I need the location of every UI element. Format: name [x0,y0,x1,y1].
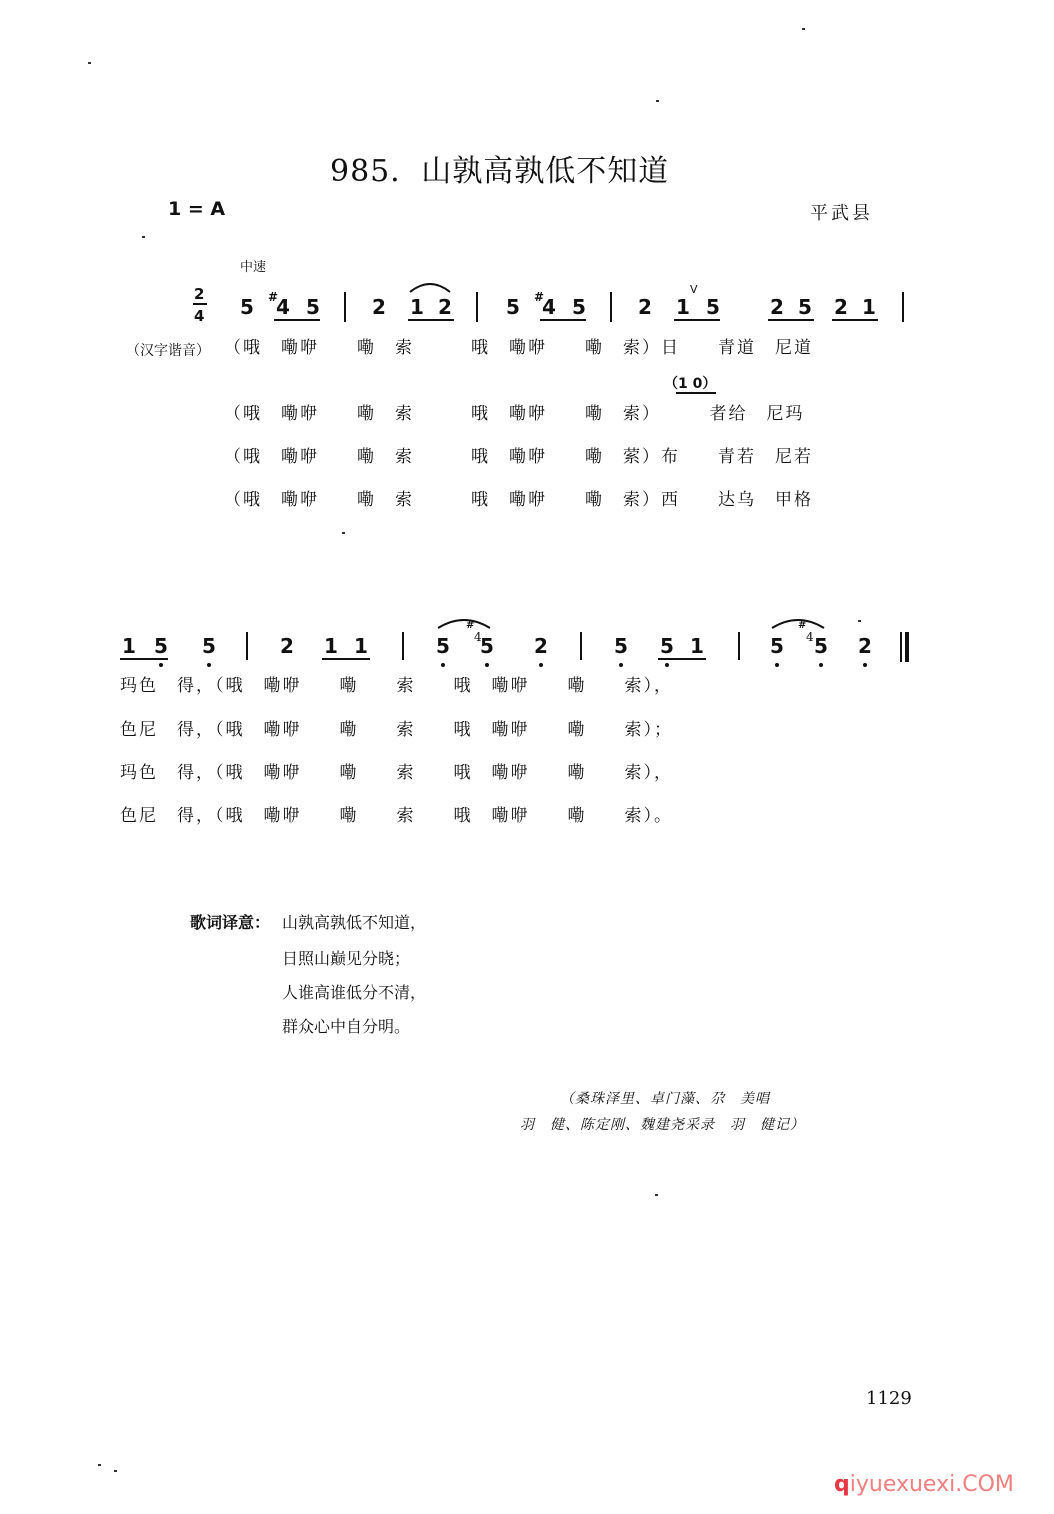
grace-note-mark: 4 [474,630,482,644]
note: 2 [858,634,872,658]
note: 2 [834,295,848,319]
bar-line [580,632,582,660]
low-octave-dot [159,663,163,667]
final-bar-line-thick [905,632,909,662]
note: 1 [354,634,368,658]
sharp-sign: # [798,620,807,631]
low-octave-dot [665,663,669,667]
scan-speck [88,62,91,64]
note: 5 [614,634,628,658]
note: 1 [324,634,338,658]
note: 5 [814,634,828,658]
note: 5 [572,295,586,319]
note: 1 [676,295,690,319]
lyric-line: 玛色 得，（哦 嘞咿 嘞 索 哦 嘞咿 嘞 索）， [120,763,673,783]
bar-line [344,292,346,322]
bar-line [402,632,404,660]
lyric-line: （哦 嘞咿 嘞 索 哦 嘞咿 嘞 索）日 青道 尼道 [224,338,813,358]
site-watermark [834,1472,1014,1497]
beam-underline [322,658,370,660]
translation-line: 群众心中自分明。 [282,1017,411,1036]
lyric-line: 色尼 得，（哦 嘞咿 嘞 索 哦 嘞咿 嘞 索）。 [120,806,673,826]
collector-credit: 羽 健、陈定刚、魏建尧采录 羽 健记） [520,1117,805,1133]
low-octave-dot [441,663,445,667]
low-octave-dot [775,663,779,667]
bar-line [902,292,904,322]
slur-mark [436,614,492,630]
note: 2 [372,295,386,319]
sharp-sign: # [466,620,475,631]
note: 2 [280,634,294,658]
translation-line: 日照山巅见分晓； [282,949,411,968]
low-octave-dot [619,663,623,667]
note: 5 [798,295,812,319]
time-signature-bottom: 4 [194,307,205,325]
watermark-text: iyuexuexi.COM [849,1472,1014,1497]
beam-underline [658,658,706,660]
time-signature-line [193,303,207,305]
note: 2 [534,634,548,658]
beam-underline [540,319,586,321]
note: 4 [276,295,290,319]
breath-mark: V [690,283,698,296]
beam-underline [408,319,454,321]
note: 1 [690,634,704,658]
final-bar-line-thin [900,632,902,662]
lyric-line: 玛色 得，（哦 嘞咿 嘞 索 哦 嘞咿 嘞 索）， [120,676,673,696]
lyric-line: （哦 嘞咿 嘞 索 哦 嘞咿 嘞 索）西 达乌 甲格 [224,490,813,510]
note: 2 [770,295,784,319]
low-octave-dot [863,663,867,667]
time-signature-top: 2 [194,285,205,303]
translation-line: 人谁高谁低分不清， [282,983,427,1002]
lyric-line: （哦 嘞咿 嘞 索 哦 嘞咿 嘞 萦）布 青若 尼若 [224,447,813,467]
scan-speck [655,1194,658,1196]
sharp-sign: # [268,290,279,304]
translation-line: 山孰高孰低不知道， [282,913,427,932]
beam-underline [274,319,320,321]
scan-speck [114,1470,117,1472]
low-octave-dot [207,663,211,667]
scan-speck [342,532,345,534]
note: 1 [410,295,424,319]
scan-speck [656,100,659,102]
low-octave-dot [539,663,543,667]
note: 5 [770,634,784,658]
note: 4 [542,295,556,319]
slur-mark [408,278,452,294]
beam-underline [768,319,814,321]
lyric-line: （哦 嘞咿 嘞 索 哦 嘞咿 嘞 索） 者给 尼玛 [224,404,805,424]
sharp-sign: # [534,290,545,304]
beam-underline [832,319,878,321]
scan-speck [802,28,805,30]
tempo-marking: 中速 [240,260,267,275]
note: 5 [306,295,320,319]
scan-speck [98,1464,101,1466]
song-title: 985．山孰高孰低不知道 [330,154,670,189]
note: 2 [638,295,652,319]
low-octave-dot [819,663,823,667]
watermark-logo-q: q [834,1472,850,1497]
performer-credit: （桑珠泽里、卓门藻、尕 美唱 [560,1091,770,1107]
note: 5 [202,634,216,658]
page-number: 1129 [866,1388,912,1409]
beam-underline [676,392,716,394]
note: 5 [660,634,674,658]
bar-line [610,292,612,322]
variant-notes: （1 0） [664,376,717,392]
lyric-line: 色尼 得，（哦 嘞咿 嘞 索 哦 嘞咿 嘞 索）； [120,720,673,740]
scan-speck [142,236,145,238]
scan-speck [858,620,861,622]
beam-underline [674,319,720,321]
note: 1 [122,634,136,658]
beam-underline [120,658,168,660]
key-signature: 1 = A [168,198,226,220]
note: 5 [506,295,520,319]
note: 5 [240,295,254,319]
grace-note-mark: 4 [806,630,814,644]
note: 5 [154,634,168,658]
note: 1 [862,295,876,319]
note: 5 [706,295,720,319]
note: 5 [436,634,450,658]
low-octave-dot [485,663,489,667]
note: 2 [438,295,452,319]
bar-line [738,632,740,660]
translation-label: 歌词译意： [190,913,271,932]
lyric-row-label: （汉字谐音） [126,343,210,359]
region-label: 平武县 [810,203,873,224]
bar-line [246,632,248,660]
bar-line [476,292,478,322]
slur-mark [770,614,826,630]
note: 5 [480,634,494,658]
